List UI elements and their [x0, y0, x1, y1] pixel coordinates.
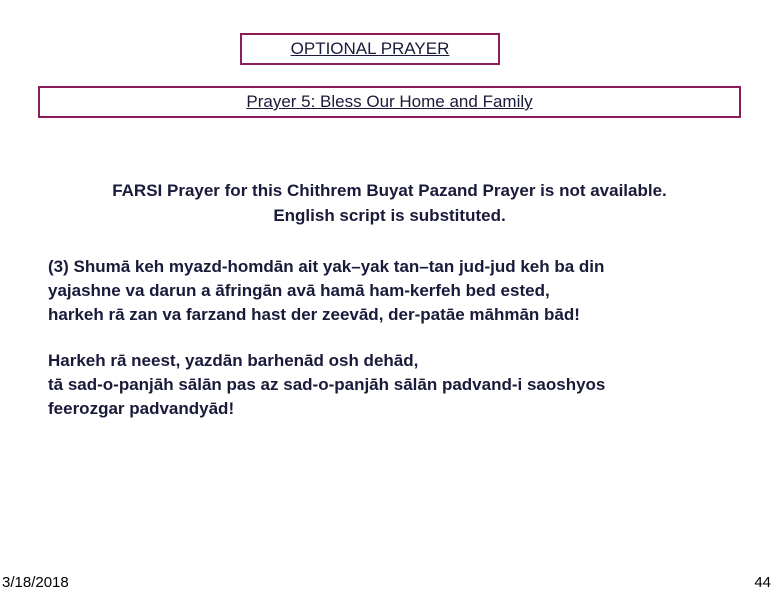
farsi-notice — [0, 178, 779, 228]
prayer-line: (3) Shumā keh myazd-homdān ait yak–yak tan–tan jud-jud keh ba din — [48, 257, 605, 276]
prayer-line: tā sad-o-panjāh sālān pas az sad-o-panjāh sālān padvand-i saoshyos — [48, 375, 606, 394]
page-title: OPTIONAL PRAYER — [290, 39, 450, 58]
prayer-line: feerozgar padvandyād! — [48, 399, 235, 418]
footer-date: 3/18/2018 — [2, 574, 69, 591]
notice-line-2: English script is substituted. — [273, 206, 506, 225]
prayer-paragraph-2 — [48, 349, 768, 421]
prayer-paragraph-1 — [48, 255, 768, 327]
prayer-line: harkeh rā zan va farzand hast der zeevād, der-patāe māhmān bād! — [48, 305, 580, 324]
notice-line-1: FARSI Prayer for this Chithrem Buyat Pazand Prayer is not available. — [112, 181, 667, 200]
page-number: 44 — [754, 574, 771, 591]
prayer-line: yajashne va darun a āfringān avā hamā ham-kerfeh bed ested, — [48, 281, 550, 300]
prayer-line: Harkeh rā neest, yazdān barhenād osh dehād, — [48, 351, 419, 370]
subtitle-box — [38, 86, 741, 118]
prayer-subtitle: Prayer 5: Bless Our Home and Family — [246, 92, 533, 111]
title-box — [240, 33, 500, 65]
